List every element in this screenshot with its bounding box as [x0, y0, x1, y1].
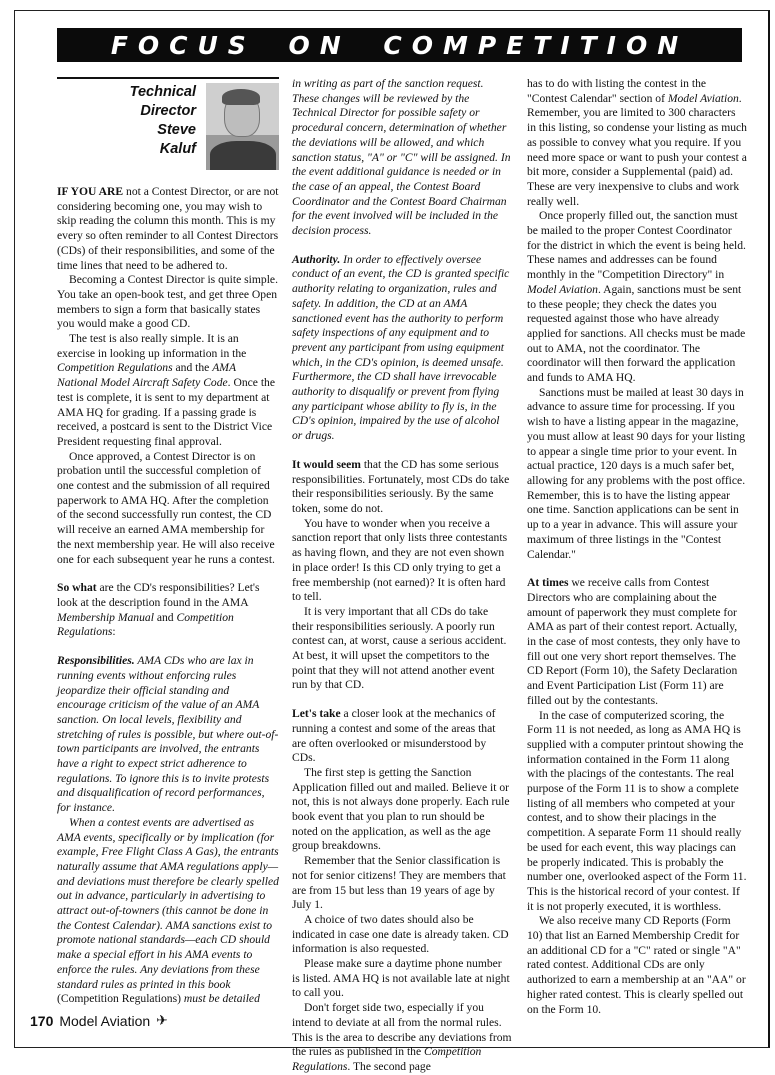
paragraph: has to do with listing the contest in the "Contest Calendar" section of Model Aviation. Remember, you are limited to 300 characters in this listing, so condense your listing as much as possible to convey what you require. If you need more space or want to push your contest a bit more, consider a Supplemental (paid) ad. These are very inexpensive to clubs and work really well.: [527, 77, 747, 208]
byline-text: [57, 79, 200, 171]
photo-hair: [222, 89, 260, 105]
paragraph: The test is also really simple. It is an exercise in looking up information in the Competition Regulations and the AMA National Model Aircraft Safety Code. Once the test is complete, it is sent to my department at AMA HQ for grading. If a passing grade is received, a postcard is sent to the District Vice President requesting final approval.: [57, 332, 275, 448]
paragraph: A choice of two dates should also be indicated in case one date is already taken. CD information is also requested.: [292, 912, 509, 956]
magazine-name: Model Aviation: [59, 1012, 151, 1029]
paragraph: It would seem that the CD has some serious responsibilities. Fortunately, most CDs do take their responsibilities seriously. By the same token, some do not.: [292, 457, 510, 515]
airplane-icon: ✈: [156, 1012, 168, 1028]
paragraph: So what are the CD's responsibilities? Let's look at the description found in the AMA Membership Manual and Competition Regulations:: [57, 581, 260, 639]
page-number: 170: [30, 1012, 54, 1029]
paragraph: In the case of computerized scoring, the Form 11 is not needed, as long as AMA HQ is supplied with a computer printout showing the information contained in the Form 11 along with the placings of the contestants. The real purpose of the Form 11 is to show a complete listing of all members who competed at your contest, and to show their placings in the competition. A separate Form 11 should really be used for each event, this way placings can be properly indicated. This is probably the number one, overlooked aspect of the Form 11. This is the historical record of your contest. If it is not properly executed, it is worthless.: [527, 708, 747, 913]
paragraph: IF YOU ARE not a Contest Director, or are not considering becoming one, you may wish to skip reading the column this month. This is my every so often reminder to all Contest Directors (CDs) of their responsibilities, and some of the time lines that need to be adhered to.: [57, 185, 279, 272]
paragraph: Please make sure a daytime phone number is listed. AMA HQ is not available late at night to call you.: [292, 957, 510, 1000]
paragraph: When a contest events are advertised as AMA events, specifically or by implication (for example, Free Flight Class A Gas), the entrants naturally assume that AMA regulations apply—and deviations must therefore be clearly spelled out in advance, particularly in advertising to attract out-of-towners (this cannot be done in the Contest Calendar). AMA sanctions exist to promote national standards—each CD should make a special effort in his AMA events to enforce the rules. Any deviations from these standard rules as printed in this book (Competition Regulations) must be detailed: [57, 815, 279, 1006]
paragraph: You have to wonder when you receive a sanction report that only lists three contestants as having flown, and they are not even shown in place order! Is this CD only trying to get a free membership (not earned)? It is often hard to tell.: [292, 516, 508, 604]
section-banner: [57, 28, 742, 62]
paragraph: Once approved, a Contest Director is on probation until the successful completion of one contest and the submission of all required paperwork to AMA HQ. After the completion of the second successfully run contest, the CD will receive an earned AMA membership for the next membership year. He will also receive one for each subsequent year he runs a contest.: [57, 449, 275, 566]
paragraph: Authority. In order to effectively oversee conduct of an event, the CD is granted specific authority relating to organization, rules and safety. In addition, the CD at an AMA sanctioned event has the authority to perform safety inspections of any equipment and to prevent any participant from using equipment which, in the CD's opinion, is deemed unsafe. Furthermore, the CD shall have irrevocable authority to disqualify or prevent from flying any participant whose ability to fly is, in the CD's opinion, impaired by the use of alcohol or drugs.: [292, 252, 510, 443]
paragraph: The first step is getting the Sanction Application filled out and mailed. Believe it or not, this is not always done properly. Each rule book event that you plan to run should be noted on the application, as well as the age group breakdowns.: [292, 765, 510, 853]
paragraph: in writing as part of the sanction request. These changes will be reviewed by the Technical Director for possible safety or procedural concern, determination of whether the deviations will be allowed, and which sanction status, "A" or "C" will be assigned. In the event additional guidance is needed or in the case of an appeal, the Contest Board Coordinator and the Contest Board Chairman for the event involved will be included in the decision process.: [292, 77, 511, 238]
byline-line: Director: [140, 103, 196, 119]
column-2: [292, 77, 512, 1075]
author-photo: [206, 83, 279, 170]
paragraph: Remember that the Senior classification is not for senior citizens! They are members that are from 15 but less than 19 years of age by July 1.: [292, 854, 506, 912]
byline-line: Technical: [129, 84, 196, 100]
paragraph: Becoming a Contest Director is quite simple. You take an open-book test, and get three Open members to sign a form that basically states you would make a good CD.: [57, 273, 278, 331]
paragraph: Responsibilities. AMA CDs who are lax in running events without enforcing rules jeopardize their official standing and encourage criticism of the value of an AMA sanction. On local levels, flexibility and stretching of rules is possible, but where out-of-town participants are involved, the entrants have a right to expect strict adherence to regulations. To ignore this is to invite protests and disqualification of record performances, for instance.: [57, 654, 279, 815]
column-3: [527, 77, 747, 1017]
paragraph: We also receive many CD Reports (Form 10) that list an Earned Membership Credit for an additional CD for a "C" rated or single "A" rated contest. Additional CDs are only authorized to earn a membership at an "AA" or higher rated contest. This is clearly spelled out on the Form 10.: [527, 914, 746, 1016]
paragraph: It is very important that all CDs do take their responsibilities seriously. A poorly run contest can, at worst, cause a serious accident. At best, it will upset the competitors to the point that they will not attend another event run by that CD.: [292, 604, 507, 692]
banner-title: FOCUS ON COMPETITION: [110, 30, 689, 60]
byline-line: Kaluf: [159, 141, 196, 157]
author-byline: [57, 77, 279, 171]
paragraph: Don't forget side two, especially if you intend to deviate at all from the normal rules. This is the area to describe any deviations from the rules as published in the Competition Regulations. The second page: [292, 1001, 512, 1073]
paragraph: Once properly filled out, the sanction must be mailed to the proper Contest Coordinator for the district in which the event is being held. These names and addresses can be found monthly in the "Competition Directory" in Model Aviation. Again, sanctions must be sent to these people; they check the dates you requested against those who have already applied for sanctions. All checks must be made out to AMA, not the coordinator. The coordinator will then forward the application and funds to AMA HQ.: [527, 209, 746, 385]
paragraph: Sanctions must be mailed at least 30 days in advance to assure time for processing. If you wish to have a listing appear in the magazine, you must allow at least 90 days for your listing to appear a single time prior to your event. In actual practice, 120 days is a much safer bet, allowing for any problems with the post office. Remember, this is to have the listing appear one time. Sanction applications can be sent in up to a year in advance. This will assure your maximum of three listings in the "Contest Calendar.": [527, 385, 746, 561]
paragraph: At times we receive calls from Contest Directors who are complaining about the amount of paperwork they must complete for AMA as part of their contest report. Actually, in the case of most contests, they only have to fill out one very short report themselves. The CD Report (Form 10), the Safety Declaration and Event Participation List (Form 11) are filled out by the contestants.: [527, 576, 741, 707]
byline-line: Steve: [157, 122, 196, 138]
page-footer: [30, 1012, 168, 1029]
photo-shoulders: [210, 141, 276, 170]
paragraph: Let's take a closer look at the mechanics of running a contest and some of the areas that are often overlooked or misunderstood by CDs.: [292, 707, 496, 765]
column-1: [57, 77, 279, 1007]
